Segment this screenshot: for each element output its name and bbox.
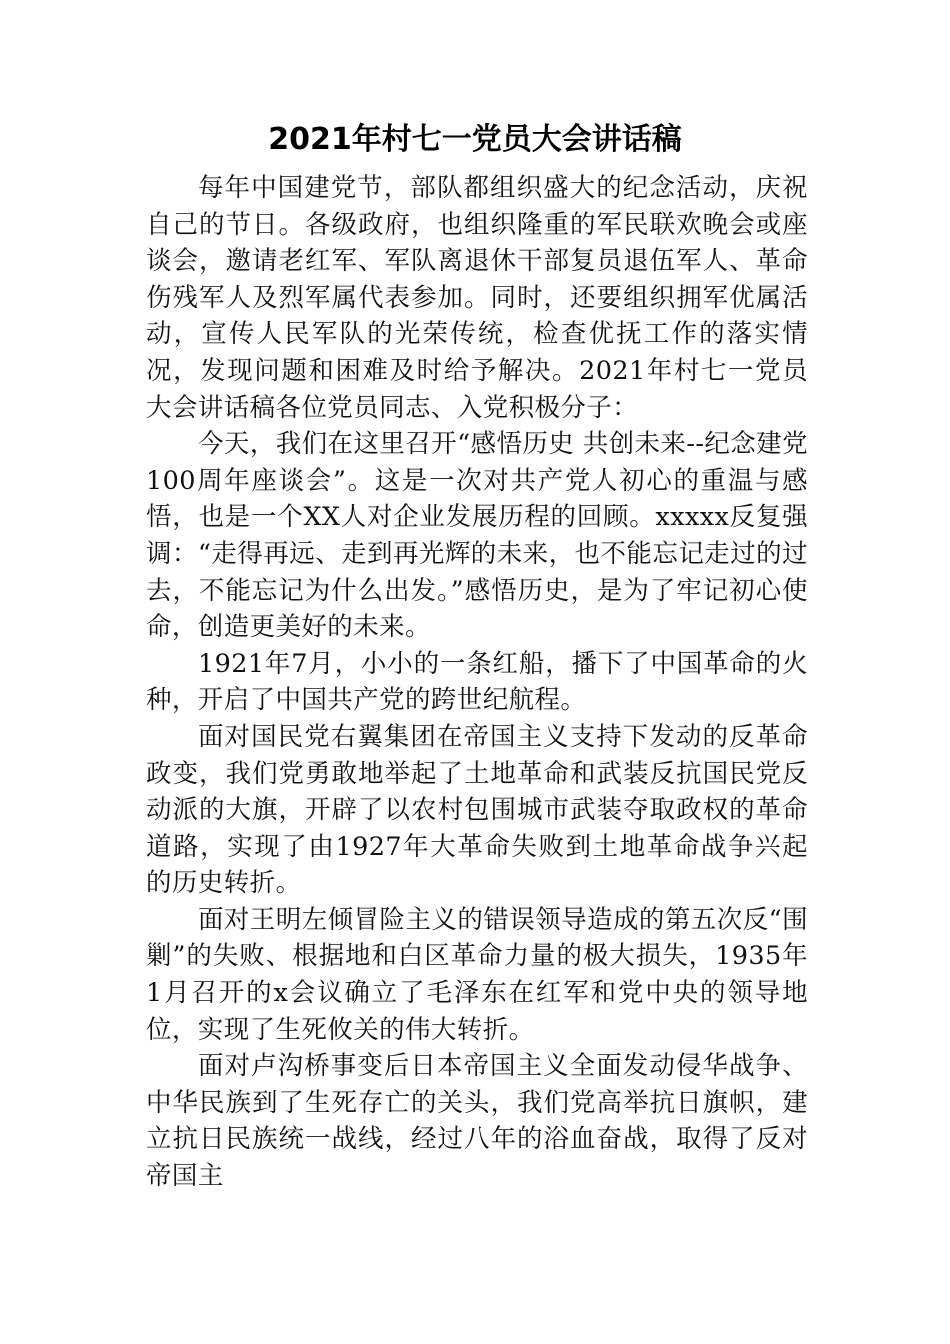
paragraph-3: 1921年7月，小小的一条红船，播下了中国革命的火种，开启了中国共产党的跨世纪航程。 xyxy=(146,648,808,716)
document-body xyxy=(146,170,808,1195)
paragraph-4: 面对国民党右翼集团在帝国主义支持下发动的反革命政变，我们党勇敢地举起了土地革命和武装反抗国民党反动派的大旗，开辟了以农村包围城市武装夺取政权的革命道路，实现了由1927年大革命失败到土地革命战争兴起的历史转折。 xyxy=(146,721,808,899)
paragraph-2: 今天，我们在这里召开“感悟历史 共创未来--纪念建党100周年座谈会”。这是一次对共产党人初心的重温与感悟，也是一个XX人对企业发展历程的回顾。xxxxx反复强调：“走得再远、走到再光辉的未来，也不能忘记走过的过去，不能忘记为什么出发。”感悟历史，是为了牢记初心使命，创造更美好的未来。 xyxy=(146,429,808,643)
paragraph-6: 面对卢沟桥事变后日本帝国主义全面发动侵华战争、中华民族到了生死存亡的关头，我们党高举抗日旗帜，建立抗日民族统一战线，经过八年的浴血奋战，取得了反对帝国主 xyxy=(146,1051,808,1192)
paragraph-5: 面对王明左倾冒险主义的错误领导造成的第五次反“围剿”的失败、根据地和白区革命力量的极大损失，1935年1月召开的x会议确立了毛泽东在红军和党中央的领导地位，实现了生死攸关的伟大转折。 xyxy=(146,904,808,1045)
document-title: 2021年村七一党员大会讲话稿 xyxy=(268,122,682,157)
paragraph-1: 每年中国建党节，部队都组织盛大的纪念活动，庆祝自己的节日。各级政府，也组织隆重的军民联欢晚会或座谈会，邀请老红军、军队离退休干部复员退伍军人、革命伤残军人及烈军属代表参加。同时，还要组织拥军优属活动，宣传人民军队的光荣传统，检查优抚工作的落实情况，发现问题和困难及时给予解决。2021年村七一党员大会讲话稿各位党员同志、入党积极分子： xyxy=(146,173,808,423)
